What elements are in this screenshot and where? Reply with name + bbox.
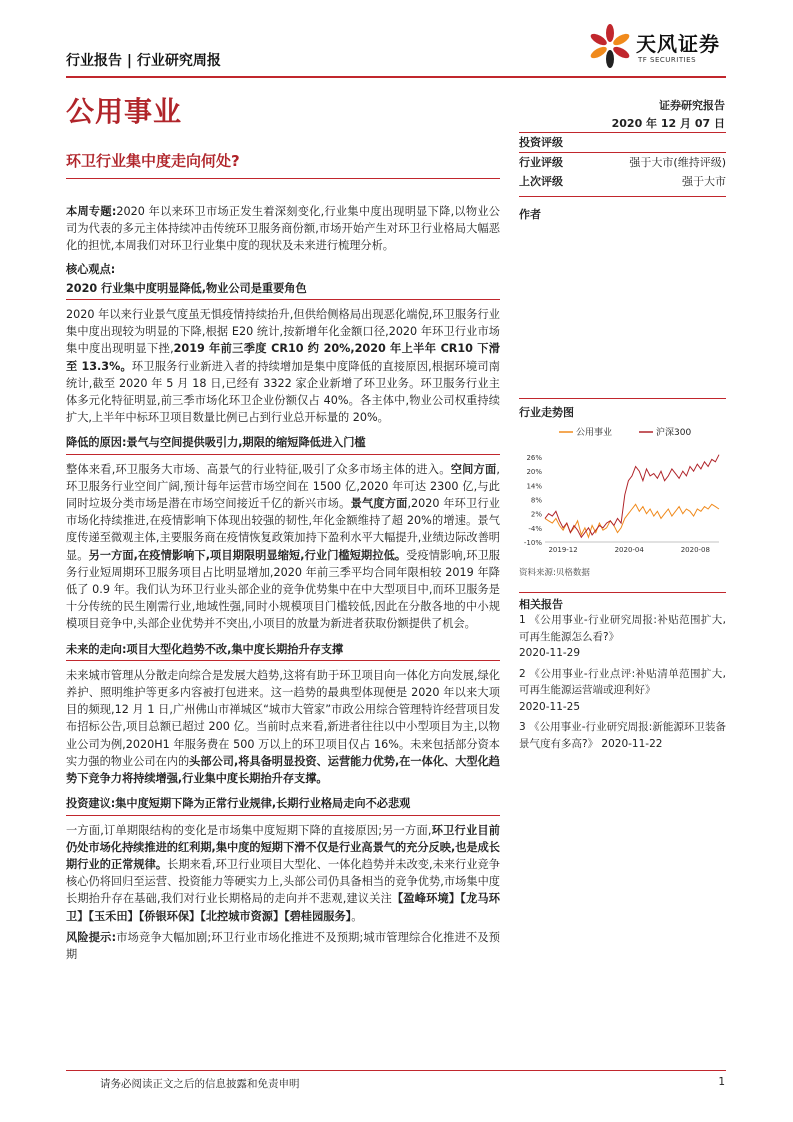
report-date: 2020 年 12 月 07 日 bbox=[611, 117, 725, 130]
title-rule bbox=[66, 178, 500, 179]
chart-title: 行业走势图 bbox=[519, 406, 574, 419]
chart-rule bbox=[519, 398, 726, 399]
logo-name-en: TF SECURITIES bbox=[638, 56, 697, 64]
core-views-label: 核心观点: bbox=[66, 262, 116, 276]
s4-text-c: 长期来看,环卫行业项目大型化、一体化趋势并未改变,未来行业竞争核心仍将回归至运营、投资能力等硬实力上,头部公司仍具备相当的竞争优势,市场集中度长期抬升存在基础,我们对行业长期格局的走向并不悲观,建议关注 bbox=[66, 857, 500, 906]
rating-key: 上次评级 bbox=[519, 175, 563, 188]
footer-rule bbox=[66, 1070, 726, 1071]
series-line bbox=[545, 504, 719, 537]
intro-label: 本周专题: bbox=[66, 205, 117, 218]
y-tick-label: -4% bbox=[528, 524, 542, 533]
sector-title: 公用事业 bbox=[66, 95, 183, 128]
s2-text-f: 另一方面,在疫情影响下,项目期限明显缩短,行业门槛短期拉低。 bbox=[88, 548, 407, 562]
section-4-heading: 投资建议:集中度短期下降为正常行业规律,长期行业格局走向不必悲观 bbox=[66, 795, 500, 815]
related-report-link[interactable]: 2 《公用事业-行业点评:补贴清单范围扩大,可再生能源运营端或迎利好》 bbox=[519, 667, 726, 696]
related-report-link[interactable]: 1 《公用事业-行业研究周报:补贴范围扩大,可再生能源怎么看?》 bbox=[519, 614, 726, 643]
chart-source: 资料来源:贝格数据 bbox=[519, 568, 590, 578]
s2-text-e: ,2020 年环卫行业市场化持续推进,在疫情影响下体现出较强的韧性,年化金额维持了超 20%的增速。景气度传递至微观主体,主要服务商在疫情恢复政策加持下盈利水平大幅提升,业绩边际改善明显。 bbox=[66, 497, 500, 562]
author-panel bbox=[519, 196, 726, 222]
y-tick-label: 26% bbox=[526, 454, 542, 463]
s2-text-d: 景气度方面 bbox=[350, 497, 408, 511]
section-2-paragraph bbox=[66, 461, 500, 633]
series-line bbox=[545, 455, 719, 538]
section-1-paragraph bbox=[66, 306, 500, 426]
s1-text-a: 2020 年以来行业景气度虽无惧疫情持续抬升,但供给侧格局出现恶化端倪,环卫服务行业集中度出现较为明显的下降,根据 E20 统计,按新增年化金额口径,2020 年环卫行业市场集中度出现明显下挫, bbox=[66, 308, 500, 356]
chart-header bbox=[519, 398, 726, 420]
s2-text-c: ,环卫服务行业空间广阔,预计每年运营市场空间在 1500 亿,2020 年可达 2300 亿,与此同时垃圾分类市场是潜在市场空间接近千亿的新兴市场。 bbox=[66, 462, 500, 511]
s4-text-b: 环卫行业目前仍处市场化持续推进的红利期,集中度的短期下滑不仅是行业高景气的充分反映,也是成长期行业的正常规律。 bbox=[66, 823, 500, 871]
section-3-heading: 未来的走向:项目大型化趋势不改,集中度长期抬升存支撑 bbox=[66, 641, 500, 661]
s4-text-d: 【盈峰环境】【龙马环卫】【玉禾田】【侨银环保】【北控城市资源】【碧桂园服务】 bbox=[66, 892, 500, 923]
section-4-paragraph bbox=[66, 822, 500, 925]
footer-disclaimer: 请务必阅读正文之后的信息披露和免责申明 bbox=[100, 1078, 300, 1090]
report-title: 环卫行业集中度走向何处? bbox=[66, 152, 240, 170]
risk-text: 市场竞争大幅加剧;环卫行业市场化推进不及预期;城市管理综合化推进不及预期 bbox=[66, 930, 500, 961]
chart-legend bbox=[559, 426, 691, 438]
y-tick-label: -10% bbox=[523, 539, 542, 547]
intro-paragraph bbox=[66, 203, 500, 255]
related-report-date: 2020-11-29 bbox=[519, 647, 581, 659]
x-tick-label: 2020-04 bbox=[614, 546, 644, 554]
author-rule bbox=[519, 196, 726, 197]
chart-lines bbox=[545, 455, 719, 538]
y-tick-label: 2% bbox=[530, 510, 542, 519]
rating-value: 强于大市(维持评级) bbox=[629, 156, 726, 169]
risk-paragraph bbox=[66, 929, 500, 963]
s4-text-a: 一方面,订单期限结构的变化是市场集中度短期下降的直接原因;另一方面, bbox=[66, 823, 432, 837]
s3-text-b: 头部公司,将具备明显投资、运营能力优势,在一体化、大型化趋势下竞争力将持续增强,行业集中度长期抬升存支撑。 bbox=[66, 754, 500, 786]
legend-label-hs300: 沪深300 bbox=[656, 428, 692, 438]
y-tick-label: 20% bbox=[526, 468, 542, 477]
report-type: 证券研究报告 bbox=[659, 99, 725, 112]
author-label: 作者 bbox=[519, 208, 541, 221]
y-tick-label: 14% bbox=[526, 482, 542, 491]
legend-label-utilities: 公用事业 bbox=[576, 428, 613, 438]
related-report-date: 2020-11-25 bbox=[519, 700, 581, 713]
industry-trend-chart bbox=[519, 420, 726, 560]
header-rule bbox=[66, 76, 726, 78]
main-body bbox=[66, 203, 500, 963]
rating-value: 强于大市 bbox=[682, 175, 726, 188]
x-tick-label: 2020-08 bbox=[680, 546, 710, 554]
rating-header: 投资评级 bbox=[519, 136, 563, 149]
s2-text-a: 整体来看,环卫服务大市场、高景气的行业特征,吸引了众多市场主体的进入。 bbox=[66, 462, 451, 476]
related-title: 相关报告 bbox=[519, 598, 563, 611]
s4-text-e: 。 bbox=[351, 909, 363, 923]
logo-name: 天风证券 bbox=[636, 32, 720, 56]
page-number: 1 bbox=[718, 1076, 725, 1088]
section-1-heading: 2020 行业集中度明显降低,物业公司是重要角色 bbox=[66, 280, 500, 300]
rating-panel bbox=[519, 132, 726, 191]
section-2-heading: 降低的原因:景气与空间提供吸引力,期限的缩短降低进入门槛 bbox=[66, 434, 500, 454]
s1-text-b: 2019 年前三季度 CR10 约 20%,2020 年上半年 CR10 下滑至 13.3%。 bbox=[66, 342, 500, 373]
chart-axes bbox=[524, 454, 719, 554]
rating-row bbox=[519, 153, 726, 172]
s2-text-b: 空间方面 bbox=[450, 462, 497, 476]
intro-text: 2020 年以来环卫市场正发生着深刻变化,行业集中度出现明显下降,以物业公司为代表的多元主体持续冲击传统环卫服务商份额,市场开始产生对环卫行业格局大幅恶化的担忧,本周我们对环卫行业集中度的现状及未来进行梳理分析。 bbox=[66, 205, 500, 253]
related-header bbox=[519, 592, 726, 612]
related-rule bbox=[519, 592, 726, 593]
related-report-link[interactable]: 3 《公用事业-行业研究周报:新能源环卫装备景气度有多高?》 2020-11-22 bbox=[519, 721, 726, 750]
section-3-paragraph bbox=[66, 667, 500, 787]
rating-row bbox=[519, 172, 726, 191]
s1-text-c: 环卫服务行业新进入者的持续增加是集中度降低的直接原因,根据环境司南统计,截至 2020 年 5 月 18 日,已经有 3322 家企业新增了环卫业务。环卫服务行业主体多元化特征明显,前三季市场化环卫企业份额仅占 40%。各主体中,物业公司权重持续扩大,上半年中标环卫项目数量比例已占到行业总开标量的 20%。 bbox=[66, 359, 500, 425]
s3-text-a: 未来城市管理从分散走向综合是发展大趋势,这将有助于环卫项目向一体化方向发展,绿化养护、照明维护等更多内容被打包进来。这一趋势的最典型体现便是 2020 年以来大项目的频现,12 月 1 日,广州佛山市禅城区“城市大管家”市政公用综合管理特许经营项目发布招标公告,项目总额已超过 200 亿。当前时点来看,新进者往往以中小型项目为主,以物业公司为例,2020H1 年服务费在 500 万以上的环卫项目仅占 16%。未来包括部分资本实力强的物业公司在内的 bbox=[66, 668, 500, 768]
report-category: 行业报告 | 行业研究周报 bbox=[66, 53, 221, 69]
risk-label: 风险提示: bbox=[66, 930, 117, 944]
rating-header-row bbox=[519, 133, 726, 152]
s2-text-g: 受疫情影响,环卫服务行业短周期环卫服务项目占比明显增加,2020 年前三季平均合同年限相较 2019 年降低了 0.9 年。我们认为环卫行业头部企业的竞争优势集中在中大型项目中,而环卫服务是十分传统的民生刚需行业,地域性强,同时小规模项目门槛较低,因此在分散各地的中小规模项目竞争中,头部企业优势并不突出,小项目的放量为新进者获取份额提供了机会。 bbox=[66, 548, 500, 631]
y-tick-label: 8% bbox=[530, 496, 542, 505]
related-list bbox=[519, 612, 726, 752]
x-tick-label: 2019-12 bbox=[548, 546, 578, 554]
rating-key: 行业评级 bbox=[519, 156, 563, 169]
